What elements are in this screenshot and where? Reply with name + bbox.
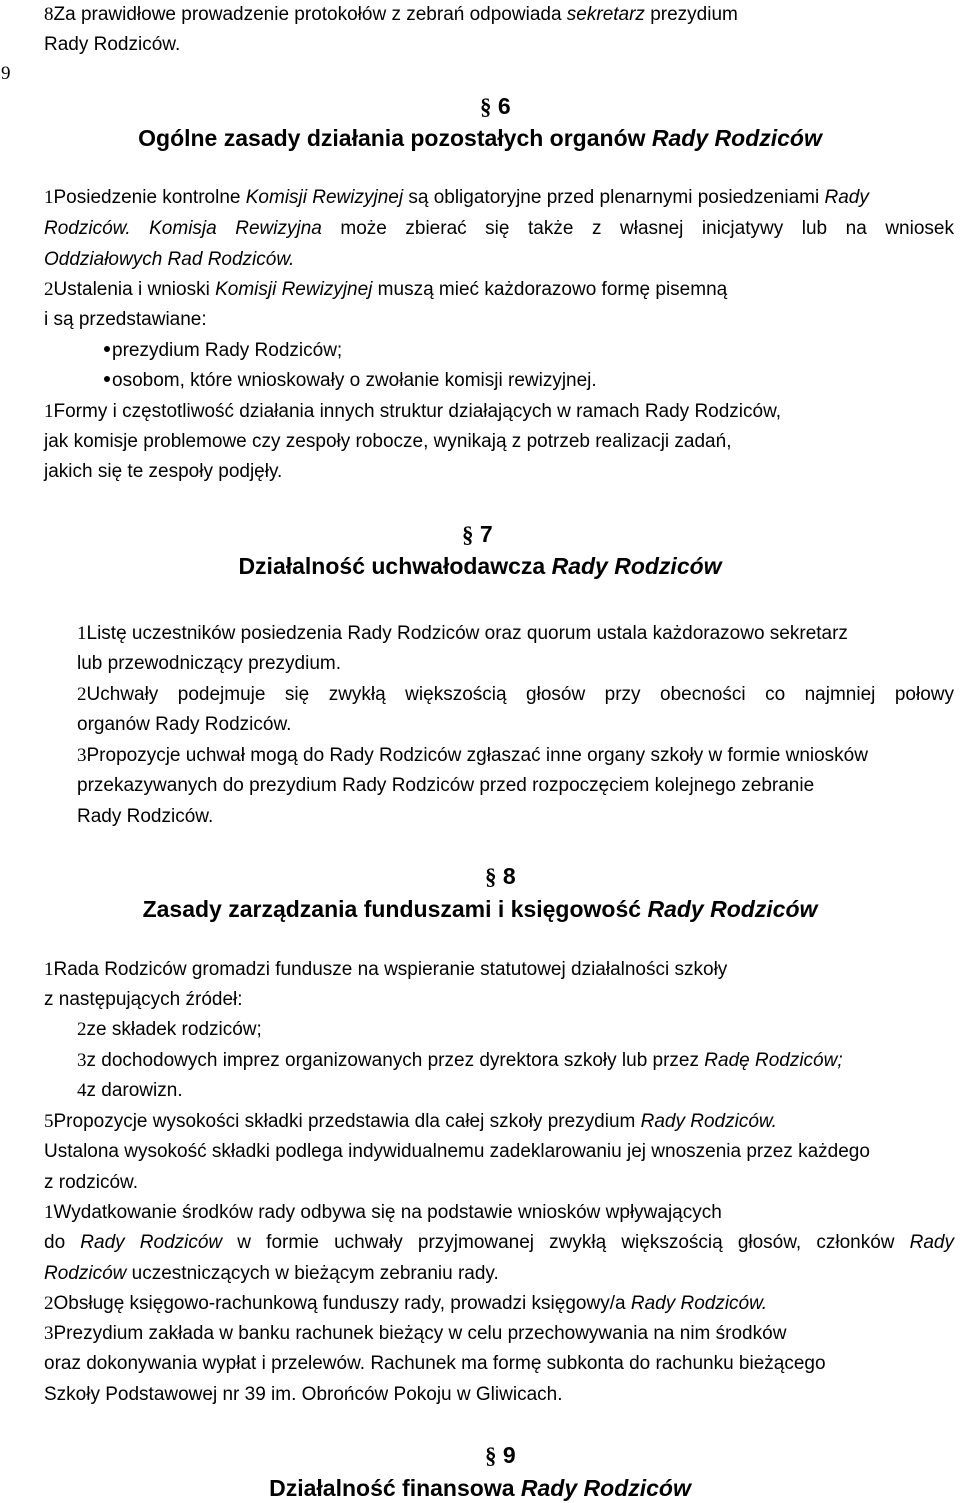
s8-p6-line-3: Rodziców uczestniczących w bieżącym zebraniu rady. [44,1263,499,1284]
section-6-title: Ogólne zasady działania pozostałych organów Rady Rodziców [138,125,822,151]
s8-p8-line-1: 3Prezydium zakłada w banku rachunek bieżący w celu przechowywania na nim środków [44,1323,787,1344]
s8-p1-line-1: 1Rada Rodziców gromadzi fundusze na wspieranie statutowej działalności szkoły [44,959,728,980]
s7-p3-line-2: przekazywanych do prezydium Rady Rodziców przed rozpoczęciem kolejnego zebranie [77,775,815,796]
s7-p1-line-2: lub przewodniczący prezydium. [77,653,342,674]
s8-p6-line-1: 1Wydatkowanie środków rady odbywa się na podstawie wniosków wpływających [44,1202,722,1223]
bullet-icon [104,376,110,382]
s6-p2-line-1: 2Ustalenia i wnioski Komisji Rewizyjnej muszą mieć każdorazowo formę pisemną [44,279,728,300]
section-7-title: Działalność uchwałodawcza Rady Rodziców [238,553,722,579]
s6-p3-line-3: jakich się te zespoły podjęły. [44,461,283,482]
s6-p1-line-1: 1Posiedzenie kontrolne Komisji Rewizyjnej są obligatoryjne przed plenarnymi posiedzeniami Rady [44,187,869,208]
bullet-icon [104,346,110,352]
s7-p2-line-2: organów Rady Rodziców. [77,714,292,735]
s8-list-item: 3z dochodowych imprez organizowanych przez dyrektora szkoły lub przez Radę Rodziców; [77,1050,843,1071]
bullet-item: prezydium Rady Rodziców; [104,339,342,363]
s8-p5-line-2: Ustalona wysokość składki podlega indywidualnemu zadeklarowaniu jej wnoszenia przez każdego [44,1141,870,1162]
s8-p7-line-1: 2Obsługę księgowo-rachunkową funduszy rady, prowadzi księgowy/a Rady Rodziców. [44,1293,768,1314]
s8-p5-line-1: 5Propozycje wysokości składki przedstawia dla całej szkoły prezydium Rady Rodziców. [44,1111,777,1132]
s6-p2-line-2: i są przedstawiane: [44,309,207,330]
section-6-number: § 6 [480,93,511,119]
margin-number: 9 [1,63,11,84]
bullet-item: osobom, które wnioskowały o zwołanie komisji rewizyjnej. [104,369,597,393]
s7-p3-line-1: 3Propozycje uchwał mogą do Rady Rodziców zgłaszać inne organy szkoły w formie wniosków [77,745,868,766]
s7-p3-line-3: Rady Rodziców. [77,806,214,827]
s6-p3-line-2: jak komisje problemowe czy zespoły robocze, wynikają z potrzeb realizacji zadań, [44,431,732,452]
intro-line-1: 8Za prawidłowe prowadzenie protokołów z zebrań odpowiada sekretarz prezydium [44,4,738,25]
s6-p1-line-3: Oddziałowych Rad Rodziców. [44,249,295,270]
s8-p8-line-2: oraz dokonywania wypłat i przelewów. Rachunek ma formę subkonta do rachunku bieżącego [44,1353,826,1374]
s7-p2-line-1: 2Uchwały podejmuje się zwykłą większością głosów przy obecności co najmniej połowy [77,684,954,705]
section-9-number: § 9 [485,1442,516,1468]
section-8-number: § 8 [485,863,516,889]
s8-p6-line-2: do Rady Rodziców w formie uchwały przyjmowanej zwykłą większością głosów, członków Rady [44,1232,954,1253]
s8-list-item: 4z darowizn. [77,1080,183,1101]
s7-p1-line-1: 1Listę uczestników posiedzenia Rady Rodziców oraz quorum ustala każdorazowo sekretarz [77,623,848,644]
s6-p1-line-2: Rodziców. Komisja Rewizyjna może zbierać się także z własnej inicjatywy lub na wniosek [44,218,954,239]
section-7-number: § 7 [462,521,493,547]
section-8-title: Zasady zarządzania funduszami i księgowość Rady Rodziców [142,896,818,922]
s8-p8-line-3: Szkoły Podstawowej nr 39 im. Obrońców Pokoju w Gliwicach. [44,1384,563,1405]
s8-p5-line-3: z rodziców. [44,1172,138,1193]
intro-line-2: Rady Rodziców. [44,34,181,55]
item-number: 8 [44,4,54,25]
s8-p1-line-2: z następujących źródeł: [44,989,243,1010]
s6-p3-line-1: 1Formy i częstotliwość działania innych struktur działających w ramach Rady Rodziców, [44,401,782,422]
s8-list-item: 2ze składek rodziców; [77,1019,262,1040]
section-9-title: Działalność finansowa Rady Rodziców [269,1475,691,1501]
